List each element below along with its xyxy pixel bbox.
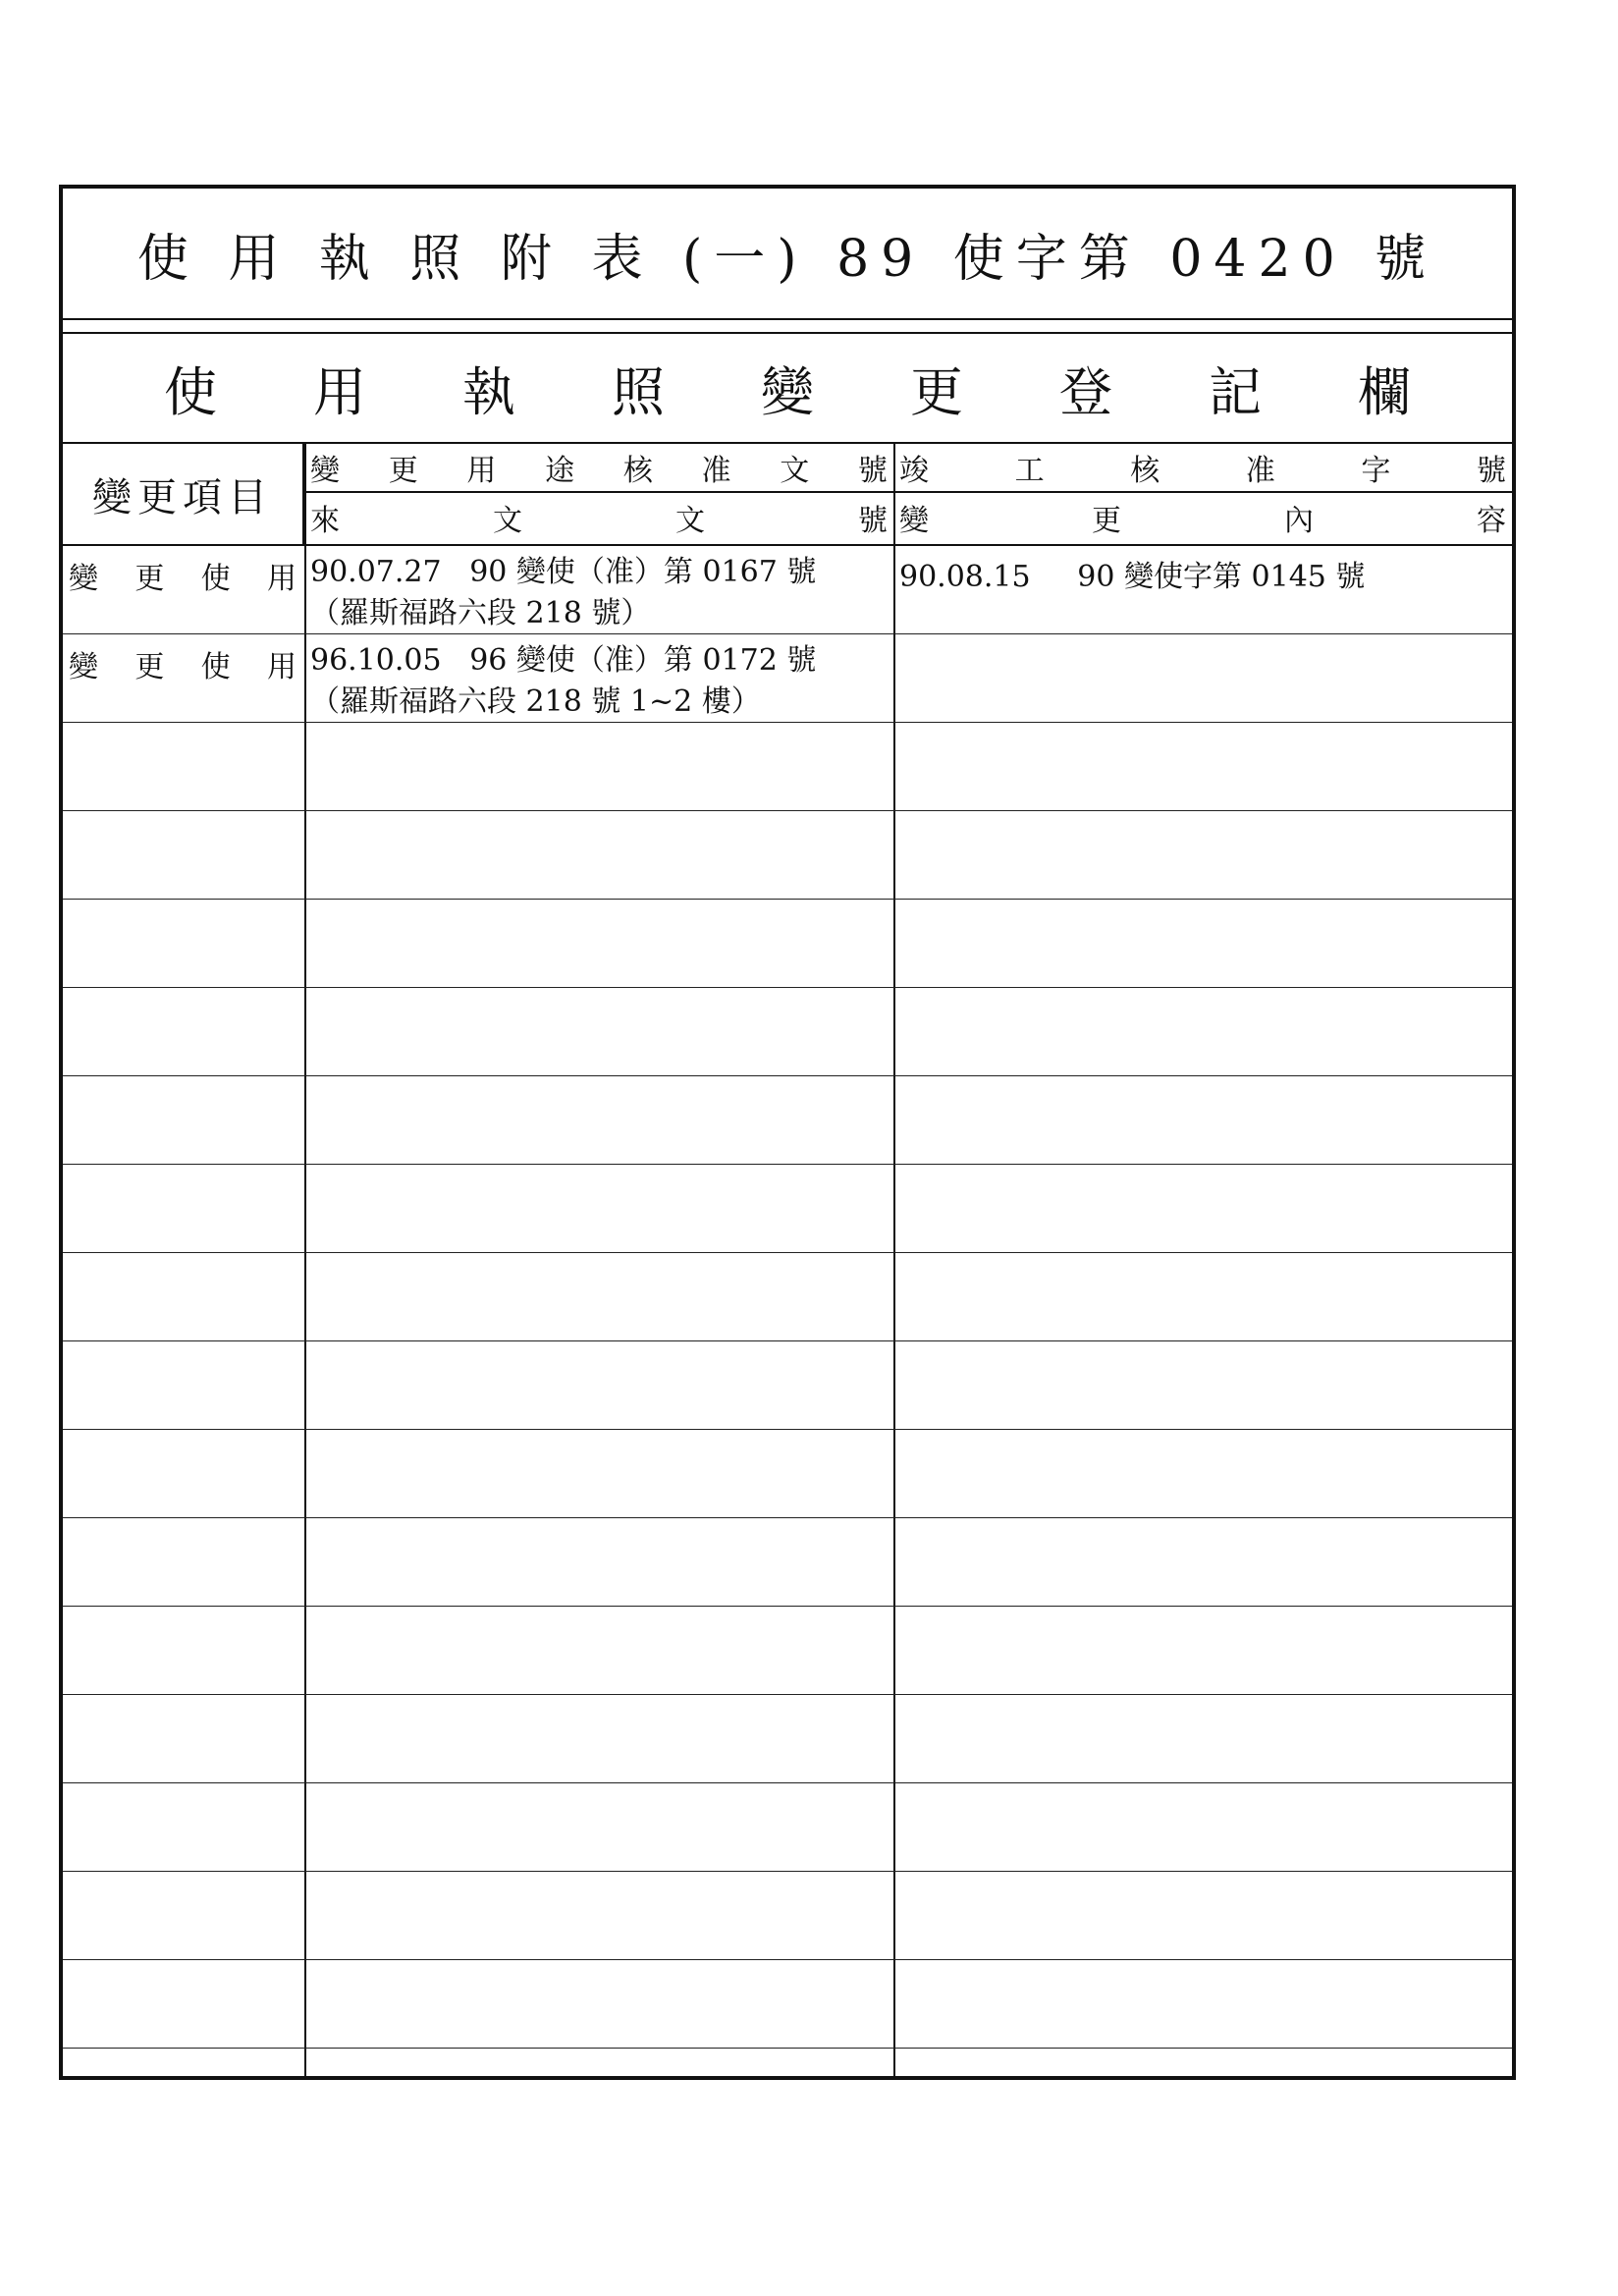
header-approval-doc-char: 變 <box>310 454 340 488</box>
header-change-content-char: 變 <box>899 504 929 538</box>
header-approval-doc <box>304 444 893 493</box>
header-change-content <box>893 493 1512 542</box>
header-incoming-doc-char: 來 <box>310 504 340 538</box>
approval-document-address: （羅斯福路六段 218 號） <box>310 596 651 630</box>
header-change-content-char: 內 <box>1284 504 1314 538</box>
table-row <box>63 1253 1512 1341</box>
header-approval-doc-char: 用 <box>466 454 497 488</box>
change-item-char: 使 <box>200 650 231 684</box>
table-row <box>63 1607 1512 1695</box>
header-approval-doc-char: 更 <box>388 454 418 488</box>
table-row <box>63 1165 1512 1253</box>
header-change-content-char: 容 <box>1477 504 1506 538</box>
approval-document <box>310 552 816 634</box>
table-row <box>63 634 1512 723</box>
header-approval-doc-char: 號 <box>857 454 888 488</box>
approval-document-line: 90.07.27 90 變使（准）第 0167 號 <box>310 555 817 589</box>
change-item-char: 使 <box>200 562 231 596</box>
subtitle-char: 用 <box>313 360 462 423</box>
change-item-char: 變 <box>69 562 98 596</box>
approval-document <box>310 640 816 723</box>
table-row <box>63 546 1512 634</box>
header-completion-no-char: 字 <box>1361 454 1391 488</box>
subtitle-char: 使 <box>164 360 313 423</box>
page-title: 使 用 執 照 附 表 (一) 89 使字第 0420 號 <box>136 229 1438 289</box>
subtitle-char: 執 <box>462 360 612 423</box>
subtitle-char: 欄 <box>1358 360 1507 423</box>
table-header <box>63 444 1512 546</box>
table-row <box>63 723 1512 811</box>
approval-document-line: 96.10.05 96 變使（准）第 0172 號 <box>310 643 817 678</box>
table-row <box>63 1341 1512 1430</box>
header-approval-doc-char: 文 <box>780 454 810 488</box>
completion-number: 90.08.15 90 變使字第 0145 號 <box>899 560 1366 594</box>
table-row <box>63 1872 1512 1960</box>
change-item <box>69 554 297 597</box>
header-incoming-doc-char: 文 <box>675 504 705 538</box>
subtitle-char: 變 <box>761 360 910 423</box>
header-completion-no-char: 號 <box>1476 454 1506 488</box>
subtitle-char: 更 <box>910 360 1059 423</box>
header-incoming-doc <box>304 493 893 542</box>
table-row <box>63 1076 1512 1165</box>
header-incoming-doc-char: 號 <box>858 504 888 538</box>
header-completion-no-char: 核 <box>1130 454 1160 488</box>
change-item-char: 更 <box>135 562 165 596</box>
change-item <box>69 642 297 685</box>
header-approval-doc-char: 途 <box>545 454 575 488</box>
subtitle-char: 記 <box>1209 360 1358 423</box>
table-row <box>63 1960 1512 2049</box>
header-item-label: 變更項目 <box>63 444 304 544</box>
subtitle-row <box>63 332 1512 444</box>
table-row <box>63 1518 1512 1607</box>
header-completion-no-char: 准 <box>1245 454 1275 488</box>
change-item-char: 變 <box>69 650 98 684</box>
header-completion-no <box>893 444 1512 493</box>
change-item-char: 用 <box>266 650 297 684</box>
table-row <box>63 988 1512 1076</box>
header-incoming-doc-char: 文 <box>493 504 522 538</box>
header-approval-doc-char: 核 <box>622 454 653 488</box>
title-row <box>63 189 1512 320</box>
table-row <box>63 1430 1512 1518</box>
approval-document-address: （羅斯福路六段 218 號 1~2 樓） <box>310 684 761 719</box>
header-change-content-char: 更 <box>1092 504 1121 538</box>
header-completion-no-char: 工 <box>1014 454 1045 488</box>
change-item-char: 更 <box>135 650 165 684</box>
section-title <box>68 351 1507 426</box>
subtitle-char: 登 <box>1059 360 1209 423</box>
table-row <box>63 811 1512 900</box>
table-row <box>63 1783 1512 1872</box>
subtitle-char: 照 <box>612 360 761 423</box>
registration-table <box>59 185 1516 2080</box>
header-completion-no-char: 竣 <box>899 454 929 488</box>
table-row <box>63 1695 1512 1783</box>
header-approval-doc-char: 准 <box>701 454 731 488</box>
change-item-char: 用 <box>266 562 297 596</box>
table-row <box>63 900 1512 988</box>
